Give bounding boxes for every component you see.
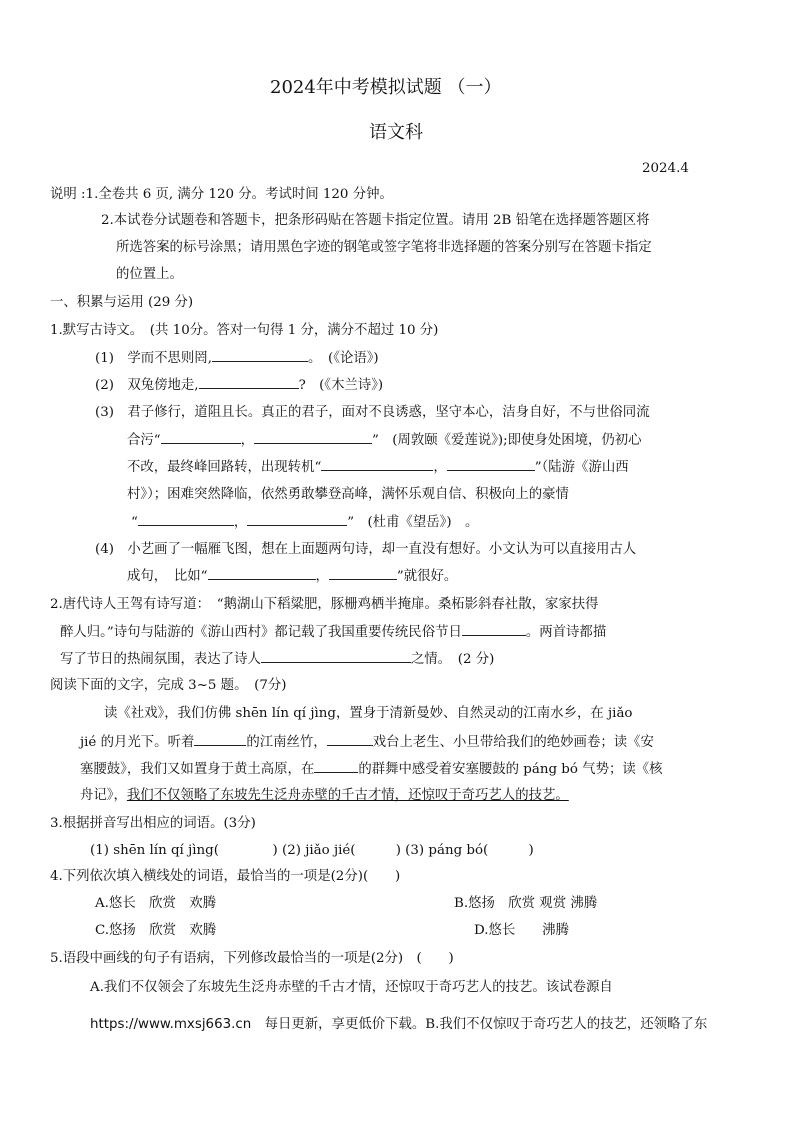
answer-blank[interactable] (327, 733, 373, 746)
answer-blank[interactable] (212, 349, 308, 362)
option-b[interactable]: B.悠扬 欣赏 观赏 沸腾 (454, 896, 598, 911)
q1-item-3-line (131, 513, 478, 532)
text-fragment: 塞腰鼓》，我们又如置身于黄土高原，在 (80, 762, 315, 777)
answer-blank[interactable] (314, 760, 358, 773)
q1-item-1-suffix: 。 (《论语》) (307, 351, 379, 366)
reading-passage-line (80, 787, 569, 805)
text-fragment: ”就很好。 (396, 569, 458, 584)
answer-blank[interactable] (321, 458, 433, 471)
text-fragment: 不改，最终峰回路转，出现转机“ (127, 460, 322, 475)
exam-date: 2024.4 (642, 161, 689, 176)
answer-blank[interactable] (161, 431, 241, 444)
section-heading: 一、积累与运用 (29 分) (50, 295, 194, 310)
text-fragment: 。两首诗都描 (525, 625, 607, 640)
answer-blank[interactable] (329, 567, 397, 580)
text-fragment: ”（陆游《游山西 (534, 460, 629, 475)
text-fragment: ” (周敦颐《爱莲说》);即使身处困境，仍初心 (372, 433, 642, 448)
text-fragment: ” (杜甫《望岳》) 。 (347, 515, 479, 530)
q1-item-3-line (127, 431, 642, 450)
text-fragment: 每日更新，享更低价下载。B.我们不仅惊叹于奇巧艺人的技艺，还领略了东 (251, 1017, 708, 1032)
q3-answer-slots: (1) shēn lín qí jìng( ) (2) jiǎo jié( ) (3) páng bó( ) (90, 843, 534, 858)
reading-passage-line (80, 733, 654, 752)
reading-passage-line (80, 760, 663, 779)
text-fragment: 合污“ (127, 433, 161, 448)
q1-item-3-line: 村》）；困难突然降临，依然勇敢攀登高峰，满怀乐观自信、积极向上的豪情 (127, 487, 569, 502)
text-fragment: “ (131, 515, 138, 530)
text-fragment: 成句， 比如“ (127, 569, 208, 584)
question-stem: 3.根据拼音写出相应的词语。(3分) (50, 816, 256, 831)
subject-title: 语文科 (369, 122, 423, 143)
text-fragment: ， (233, 515, 248, 530)
text-fragment: 之情。 (2 分) (410, 652, 495, 667)
answer-blank[interactable] (261, 650, 411, 663)
answer-blank[interactable] (199, 376, 299, 389)
q1-item-2 (95, 376, 383, 395)
reading-passage-line: 读《社戏》，我们仿佛 shēn lín qí jìng，置身于清新曼妙、自然灵动的江南水乡，在 jiǎo (104, 706, 633, 721)
text-fragment: 写了节日的热闹氛围，表达了诗人 (60, 652, 261, 667)
q1-item-4-line: (4) 小艺画了一幅雁飞图，想在上面题两句诗，却一直没有想好。小文认为可以直接用古人 (95, 542, 637, 557)
text-fragment: ， (315, 569, 329, 584)
question-stem: 1.默写古诗文。 (共 10分。答对一句得 1 分，满分不超过 10 分) (50, 323, 439, 338)
underlined-sentence: 我们不仅领略了东坡先生泛舟赤壁的千古才情，还惊叹于奇巧艺人的技艺。 (126, 788, 569, 803)
answer-blank[interactable] (254, 431, 372, 444)
answer-blank[interactable] (447, 458, 535, 471)
option-d[interactable]: D.悠长 沸腾 (474, 923, 569, 938)
answer-blank[interactable] (194, 733, 246, 746)
q1-item-3-line: (3) 君子修行，道阻且长。真正的君子，面对不良诱惑，坚守本心，洁身自好，不与世俗同流 (95, 405, 650, 420)
text-fragment: 舟记》， (80, 788, 127, 803)
text-fragment: 的江南丝竹， (246, 735, 327, 750)
text-fragment: 醉人归。”诗句与陆游的《游山西村》都记载了我国重要传统民俗节日 (60, 625, 462, 640)
option-a[interactable]: A.我们不仅领会了东坡先生泛舟赤壁的千古才情，还惊叹于奇巧艺人的技艺。该试卷源自 (90, 980, 613, 995)
q1-item-2-prefix: (2) 双兔傍地走, (95, 378, 199, 393)
q1-item-3-line (127, 458, 629, 477)
source-link[interactable]: https://www.mxsj663.cn (90, 1017, 252, 1032)
instructions-line: 说明 :1.全卷共 6 页, 满分 120 分。考试时间 120 分钟。 (50, 187, 393, 202)
answer-blank[interactable] (247, 513, 347, 526)
question-stem: 4.下列依次填入横线处的词语，最恰当的一项是(2分)( ) (50, 869, 401, 884)
exam-title: 2024年中考模拟试题 （一） (270, 77, 502, 98)
q1-item-2-suffix: ? (《木兰诗》) (298, 378, 384, 393)
text-fragment: jié 的月光下。听着 (80, 735, 195, 750)
answer-blank[interactable] (462, 623, 526, 636)
q2-line (60, 650, 494, 669)
instructions-line: 2.本试卷分试题卷和答题卡，把条形码贴在答题卡指定位置。请用 2B 铅笔在选择题答题区将 (101, 213, 650, 228)
q2-line: 2.唐代诗人王驾有诗写道： “鹅湖山下稻粱肥，豚栅鸡栖半掩扉。桑柘影斜春社散，家家扶得 (50, 597, 599, 612)
answer-blank[interactable] (138, 513, 234, 526)
instructions-line: 的位置上。 (116, 267, 183, 282)
q1-item-4-line (127, 567, 457, 586)
option-c[interactable]: C.悠扬 欣赏 欢腾 (95, 923, 217, 938)
text-fragment: 的群舞中感受着安塞腰鼓的 páng bó 气势；读《核 (358, 762, 663, 777)
reading-intro: 阅读下面的文字，完成 3~5 题。 (7分) (50, 678, 287, 693)
option-a[interactable]: A.悠长 欣赏 欢腾 (95, 896, 217, 911)
q2-line (60, 623, 606, 642)
q5-tail-line (90, 1016, 707, 1034)
instructions-line: 所选答案的标号涂黑；请用黑色字迹的钢笔或签字笔将非选择题的答案分别写在答题卡指定 (116, 240, 652, 255)
question-stem: 5.语段中画线的句子有语病，下列修改最恰当的一项是(2分) ( ) (50, 951, 454, 966)
q1-item-1 (95, 349, 379, 368)
text-fragment: 戏台上老生、小旦带给我们的绝妙画卷；读《安 (372, 735, 654, 750)
q1-item-1-prefix: (1) 学而不思则罔, (95, 351, 212, 366)
text-fragment: ， (433, 460, 447, 475)
text-fragment: ， (240, 433, 255, 448)
answer-blank[interactable] (208, 567, 316, 580)
